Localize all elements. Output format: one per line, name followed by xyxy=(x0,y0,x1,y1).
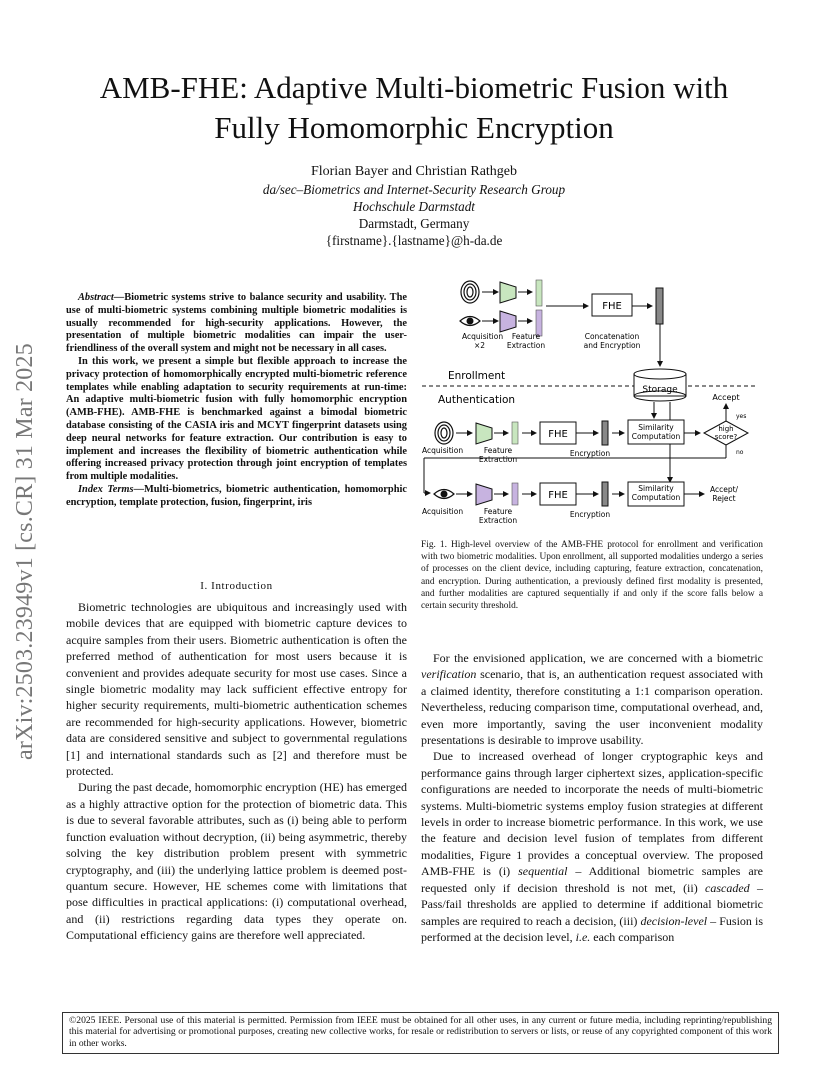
abstract-p2: In this work, we present a simple but flexible approach to increase the privacy protection of homomorphically encrypted multi-biometric reference templates while enabling adaptation to security requirements at run-time: An adaptive multi-biometric fusion with fully homomorphic encryption (AMB-FHE). AMB-FHE is benchmarked against a bimodal biometric database consisting of the CASIA iris and MCYT fingerprint datasets using deep neural networks for feature extraction. Our contribution is easy to implement and increases the flexibility of biometric authentication while offering increased privacy protection through joint encryption of templates from multiple modalities. xyxy=(66,355,407,483)
svg-text:high: high xyxy=(718,425,734,433)
svg-text:score?: score? xyxy=(714,433,738,441)
encrypted-template xyxy=(656,288,663,324)
eye-icon xyxy=(434,490,454,499)
svg-text:FHE: FHE xyxy=(548,429,568,440)
figure-1-diagram xyxy=(418,276,766,530)
svg-text:Acquisition: Acquisition xyxy=(422,507,464,516)
affiliation-email: {firstname}.{lastname}@h-da.de xyxy=(325,233,503,248)
label-enrollment: Enrollment xyxy=(448,370,506,382)
svg-text:Encryption: Encryption xyxy=(569,449,611,458)
svg-text:Reject: Reject xyxy=(712,494,736,503)
left-column-body xyxy=(66,599,407,944)
feature-extractor-purple xyxy=(500,311,516,332)
affiliation-group: da/sec–Biometrics and Internet-Security Research Group xyxy=(262,182,566,197)
eye-icon xyxy=(460,317,480,326)
label-authentication: Authentication xyxy=(438,394,516,406)
svg-text:and Encryption: and Encryption xyxy=(583,341,641,350)
right-column-body xyxy=(421,650,763,945)
feature-vector-green xyxy=(536,280,542,306)
svg-text:×2: ×2 xyxy=(474,341,486,350)
intro-paragraph-1: Biometric technologies are ubiquitous and increasingly used with mobile devices that are equipped with biometric capture devices to acquire samples from their users. Biometric authentication is often the preferred method of authentication for most users because it is convenient and provides adequate security for most use cases. Since a single biometric modality may lack sufficient effective entropy for higher security requirements, multi-biometric authentication schemes are recommended for high-security applications. However, biometric data are considered sensitive and subject to governmental regulations [1] and international standards such as [2] and therefore must be protected. xyxy=(66,600,407,779)
svg-text:Storage: Storage xyxy=(642,385,678,395)
fingerprint-icon xyxy=(461,281,479,303)
svg-text:Extraction: Extraction xyxy=(506,341,546,350)
svg-text:Similarity: Similarity xyxy=(638,484,674,493)
svg-text:Extraction: Extraction xyxy=(478,455,518,464)
abstract-p1: —Biometric systems strive to balance security and usability. The use of multi-biometric systems combining multiple biometric modalities is usually recommended for high-security applications. However, the presentation of multiple biometric modalities can impair the user-friendliness of the overall system and might not be necessary in all cases. xyxy=(66,292,407,355)
svg-text:Computation: Computation xyxy=(631,493,681,502)
copyright-notice: ©2025 IEEE. Personal use of this material is permitted. Permission from IEEE must be obtained for all other uses, in any current or future media, including reprinting/republishing this material for advertising or promotional purposes, creating new collective works, for resale or redistribution to servers or lists, or reuse of any copyrighted component of this work in other works. xyxy=(62,1012,779,1054)
affiliation-city: Darmstadt, Germany xyxy=(358,216,470,231)
authors: Florian Bayer and Christian Rathgeb xyxy=(310,164,518,179)
figure-1-caption: Fig. 1. High-level overview of the AMB-FHE protocol for enrollment and verification with two biometric modalities. Upon enrollment, all supported modalities undergo a series of processes on the client device, including capturing, feature extraction, concatenation, and encryption. During authentication, a previously defined first modality is presented, and further modalities are captured sequentially if and only if the score falls below a certain security threshold. xyxy=(421,540,763,612)
section-heading-introduction: I. Introduction xyxy=(200,580,273,592)
svg-text:FHE: FHE xyxy=(602,301,622,312)
paper-title xyxy=(0,68,828,148)
svg-text:Accept/: Accept/ xyxy=(709,485,739,494)
abstract xyxy=(66,292,407,510)
svg-text:Computation: Computation xyxy=(631,432,681,441)
intro-paragraph-2: During the past decade, homomorphic encryption (HE) has emerged as a highly attractive option for the protection of biometric data. This is due to several favorable attributes, such as (i) being able to perform function evaluation without decryption, (ii) being asymmetric, thereby solving the key distribution problem present with symmetric cryptography, and (iii) the underlying lattice problem is deemed post-quantum secure. However, HE schemes come with limitations that pose difficulties in practical applications: (i) computational overhead, and (ii) restrictions regarding data types they operate on. Computational efficiency gains are therefore well appreciated. xyxy=(66,780,407,943)
svg-text:FHE: FHE xyxy=(548,490,568,501)
svg-text:yes: yes xyxy=(736,413,747,420)
title-line-2: Fully Homomorphic Encryption xyxy=(214,110,614,145)
svg-text:Extraction: Extraction xyxy=(478,516,518,525)
svg-text:Concatenation: Concatenation xyxy=(584,332,640,341)
fingerprint-icon xyxy=(435,422,453,444)
svg-text:Acquisition: Acquisition xyxy=(422,446,464,455)
svg-text:Feature: Feature xyxy=(483,507,513,516)
title-line-1: AMB-FHE: Adaptive Multi-biometric Fusion with xyxy=(99,70,729,105)
svg-text:Feature: Feature xyxy=(483,446,513,455)
svg-text:Accept: Accept xyxy=(712,393,740,402)
right-paragraph-2: Due to increased overhead of longer cryptographic keys and performance gains through larger ciphertext sizes, application-specific configurations are needed to incorporate the needs of multi-biometric systems. Multi-biometric systems employ fusion strategies at different levels in order to increase biometric performance. In this work, we use the feature and decision level fusion of templates from different modalities, Figure 1 provides a conceptual overview. The proposed AMB-FHE is (i) sequential – Additional biometric samples are requested only if decision threshold is not met, (ii) cascaded – Pass/fail thresholds are applied to determine if additional biometric samples are required to reach a decision, (iii) decision-level – Fusion is performed at the decision level, i.e. each comparison xyxy=(421,749,763,944)
abstract-label: Abstract xyxy=(78,292,114,303)
right-paragraph-1: For the envisioned application, we are concerned with a biometric verification scenario, that is, an authentication request associated with a claimed identity, therefore constituting a 1:1 comparison operation. Nevertheless, reducing comparison time, computational overhead, and, even more importantly, saving the user inconvenient modality presentations is desirable to improve usability. xyxy=(421,651,763,748)
svg-text:Encryption: Encryption xyxy=(569,510,611,519)
svg-text:no: no xyxy=(736,449,744,456)
storage-cylinder xyxy=(634,369,686,401)
svg-text:Similarity: Similarity xyxy=(638,423,674,432)
affiliation-school: Hochschule Darmstadt xyxy=(353,199,475,214)
svg-text:Feature: Feature xyxy=(511,332,541,341)
label-acquisition-x2: Acquisition xyxy=(462,332,504,341)
arxiv-stamp: arXiv:2503.23949v1 [cs.CR] 31 Mar 2025 xyxy=(12,343,38,760)
index-terms: —Multi-biometrics, biometric authentication, homomorphic encryption, template protection, fusion, fingerprint, iris xyxy=(66,483,407,508)
feature-extractor-green xyxy=(500,282,516,303)
index-terms-label: Index Terms xyxy=(78,483,134,495)
